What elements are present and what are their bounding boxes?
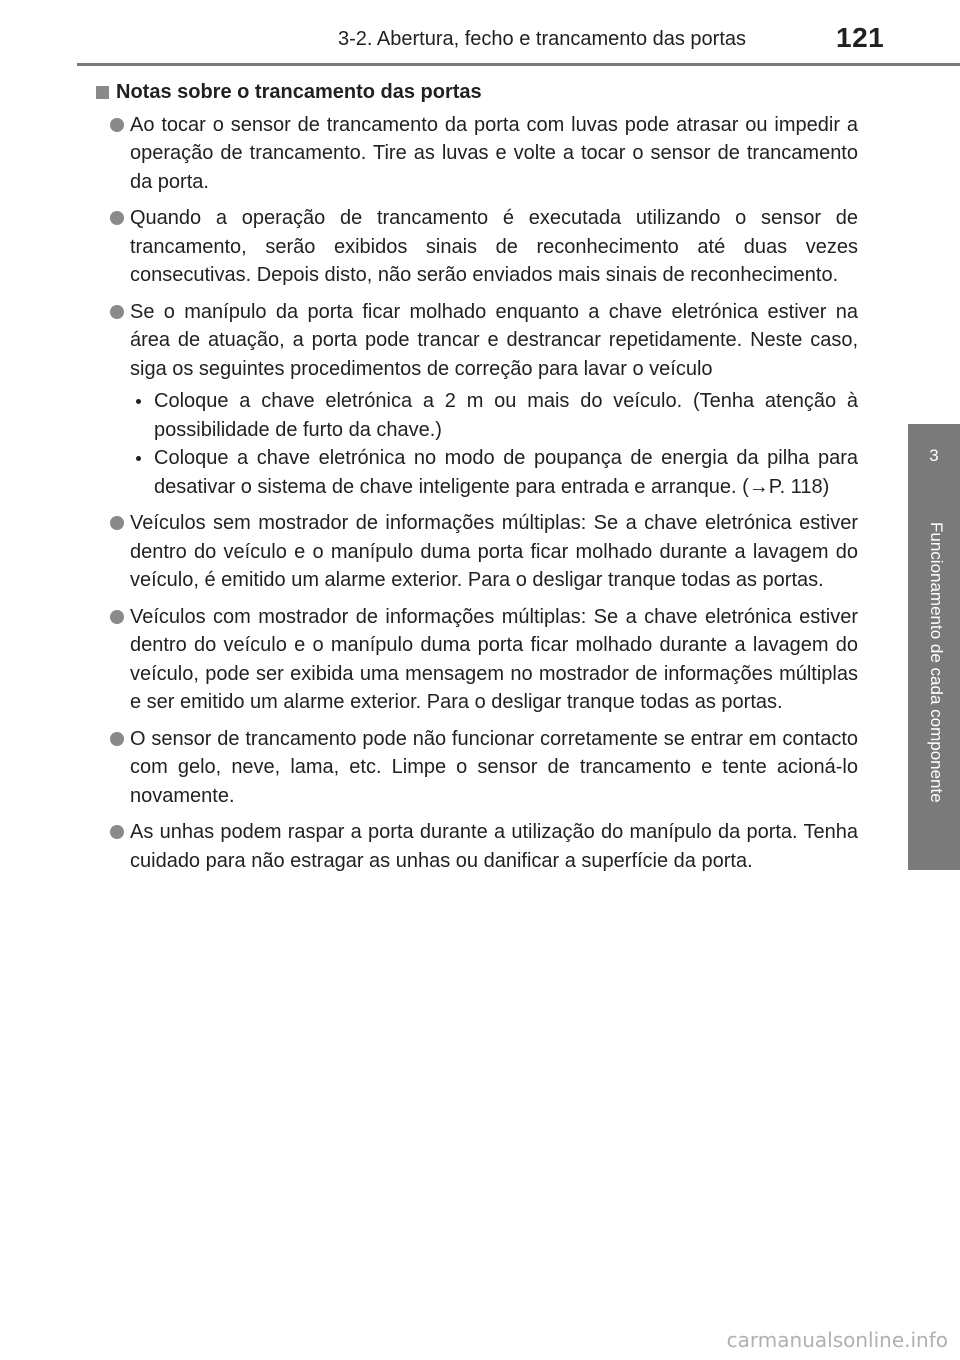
list-item-text: Veículos sem mostrador de informações múltiplas: Se a chave eletrónica estiver dentro do veículo e o manípulo duma porta ficar molhado durante a lavagem do veículo, é emitido um alarme exterior. Para o desligar tranque todas as portas.: [130, 512, 858, 591]
list-item: [96, 298, 858, 502]
section-heading: [96, 78, 858, 107]
circle-bullet-icon: [110, 610, 124, 624]
list-item-text: Ao tocar o sensor de trancamento da porta com luvas pode atrasar ou impedir a operação de trancamento. Tire as luvas e volte a tocar o sensor de trancamento da porta.: [130, 113, 858, 193]
circle-bullet-icon: [110, 516, 124, 530]
chapter-title: Funcionamento de cada componente: [927, 522, 946, 803]
list-item-text: Veículos com mostrador de informações múltiplas: Se a chave eletrónica estiver dentro do veículo e o manípulo duma porta ficar molhado durante a lavagem do veículo, pode ser exibida uma mensagem no mostrador de informações múltiplas e ser emitido um alarme exterior. Para o desligar tranque todas as portas.: [130, 605, 858, 713]
list-item: [96, 603, 858, 717]
sub-list-item: [130, 387, 858, 444]
sub-list-item-text: Coloque a chave eletrónica a 2 m ou mais do veículo. (Tenha atenção à possibilidade de furto da chave.): [154, 390, 858, 441]
list-item-text: O sensor de trancamento pode não funcionar corretamente se entrar em contacto com gelo, neve, lama, etc. Limpe o sensor de trancamento e tente acioná-lo novamente.: [130, 727, 858, 807]
sub-list: [130, 387, 858, 501]
square-bullet-icon: [96, 86, 109, 99]
circle-bullet-icon: [110, 732, 124, 746]
chapter-number: 3: [929, 446, 939, 465]
small-dot-icon: [136, 399, 141, 404]
sub-list-item: [130, 444, 858, 501]
list-item: [96, 111, 858, 197]
section-title: 3-2. Abertura, fecho e trancamento das portas: [338, 28, 747, 50]
header-divider: [77, 63, 960, 66]
main-content: [96, 78, 858, 883]
list-item: [96, 204, 858, 290]
page-header: [0, 0, 960, 64]
circle-bullet-icon: [110, 825, 124, 839]
list-item-text: Se o manípulo da porta ficar molhado enquanto a chave eletrónica estiver na área de atuação, a porta pode trancar e destrancar repetidamente. Neste caso, siga os seguintes procedimentos de correção para lavar o veículo: [130, 300, 858, 380]
circle-bullet-icon: [110, 118, 124, 132]
page-number: 121: [836, 22, 885, 53]
list-item: [96, 725, 858, 811]
sub-list-item-text: Coloque a chave eletrónica no modo de poupança de energia da pilha para desativar o sistema de chave inteligente para entrada e arranque. (→P. 118): [154, 447, 858, 498]
section-heading-text: Notas sobre o trancamento das portas: [116, 81, 482, 103]
chapter-tab: [908, 424, 960, 510]
list-item: [96, 818, 858, 875]
list-item-text: Quando a operação de trancamento é executada utilizando o sensor de trancamento, serão exibidos sinais de reconhecimento até duas vezes consecutivas. Depois disto, não serão enviados mais sinais de reconhecimento.: [130, 207, 858, 286]
watermark: carmanualsonline.info: [726, 1328, 948, 1352]
chapter-label-strip: [908, 510, 960, 870]
small-dot-icon: [136, 456, 141, 461]
list-item: [96, 509, 858, 595]
list-item-text: As unhas podem raspar a porta durante a utilização do manípulo da porta. Tenha cuidado para não estragar as unhas ou danificar a superfície da porta.: [130, 821, 858, 872]
circle-bullet-icon: [110, 211, 124, 225]
circle-bullet-icon: [110, 305, 124, 319]
